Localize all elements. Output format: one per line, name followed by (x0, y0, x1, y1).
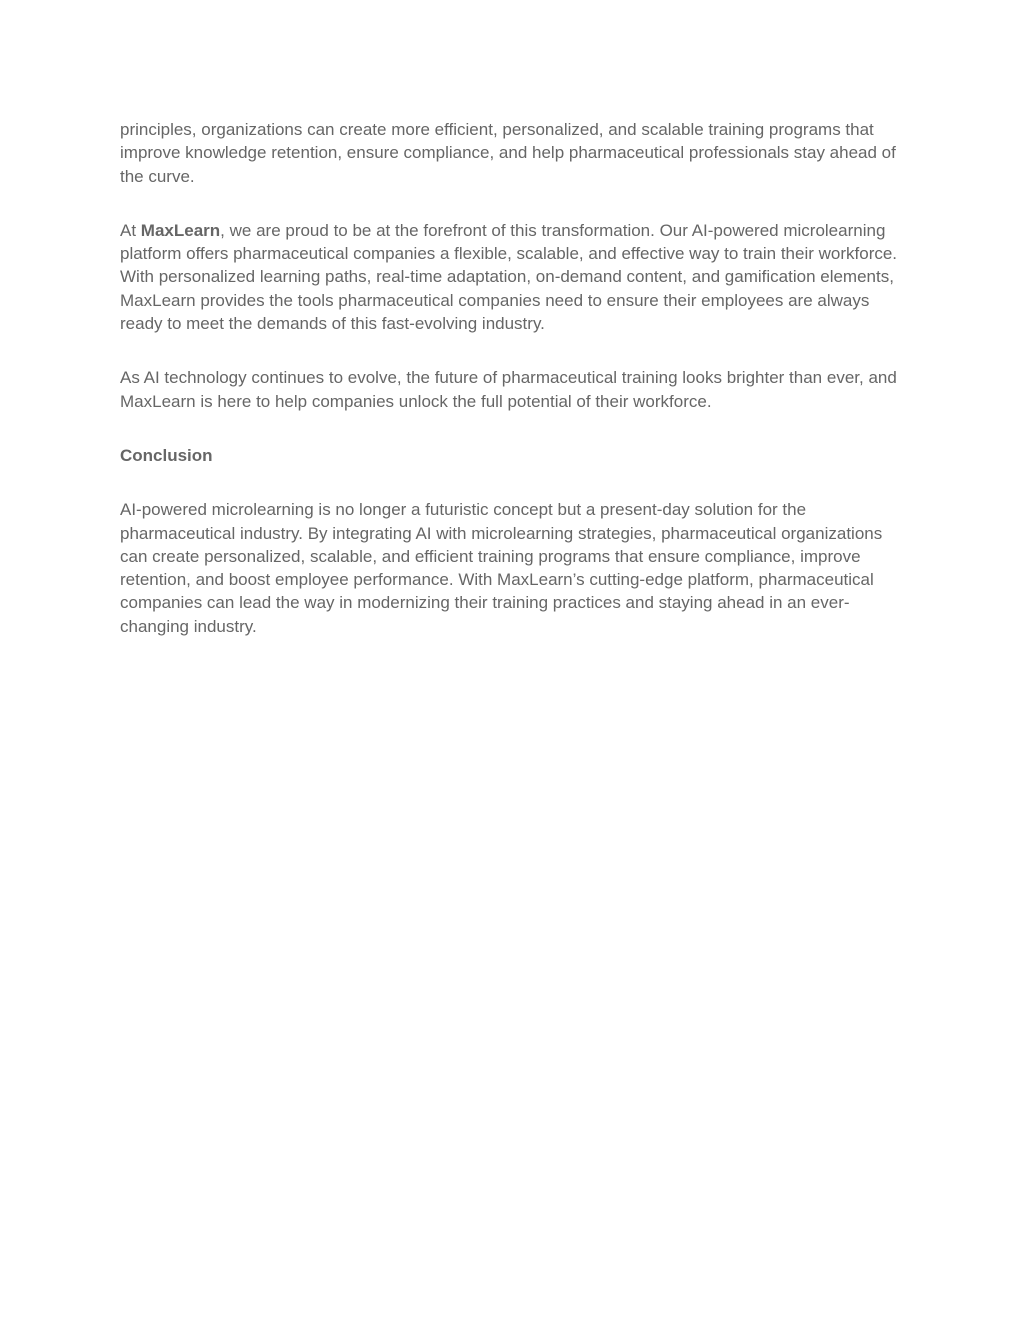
conclusion-paragraph: AI-powered microlearning is no longer a futuristic concept but a present-day solution for the pharmaceutical industry. By integrating AI with microlearning strategies, pharmaceutical organizations can create personalized, scalable, and efficient training programs that ensure compliance, improve retention, and boost employee performance. With MaxLearn’s cutting-edge platform, pharmaceutical companies can lead the way in modernizing their training practices and staying ahead in an ever-changing industry. (120, 500, 883, 636)
paragraph-maxlearn-prefix: At (120, 220, 141, 240)
conclusion-heading: Conclusion (120, 445, 213, 465)
brand-name: MaxLearn (140, 220, 221, 240)
document-page (120, 118, 910, 669)
paragraph-maxlearn (120, 219, 910, 335)
paragraph-maxlearn-body: , we are proud to be at the forefront of this transformation. Our AI-powered microlearning platform offers pharmaceutical companies a flexible, scalable, and effective way to train their workforce. With personalized learning paths, real-time adaptation, on-demand content, and gamification elements, MaxLearn provides the tools pharmaceutical companies need to ensure their employees are always ready to meet the demands of this fast-evolving industry. (120, 220, 898, 334)
paragraph-future: As AI technology continues to evolve, the future of pharmaceutical training looks brighter than ever, and MaxLearn is here to help companies unlock the full potential of their workforce. (120, 368, 897, 411)
paragraph-intro: principles, organizations can create more efficient, personalized, and scalable training programs that improve knowledge retention, ensure compliance, and help pharmaceutical professionals stay ahead of the curve. (120, 120, 896, 186)
